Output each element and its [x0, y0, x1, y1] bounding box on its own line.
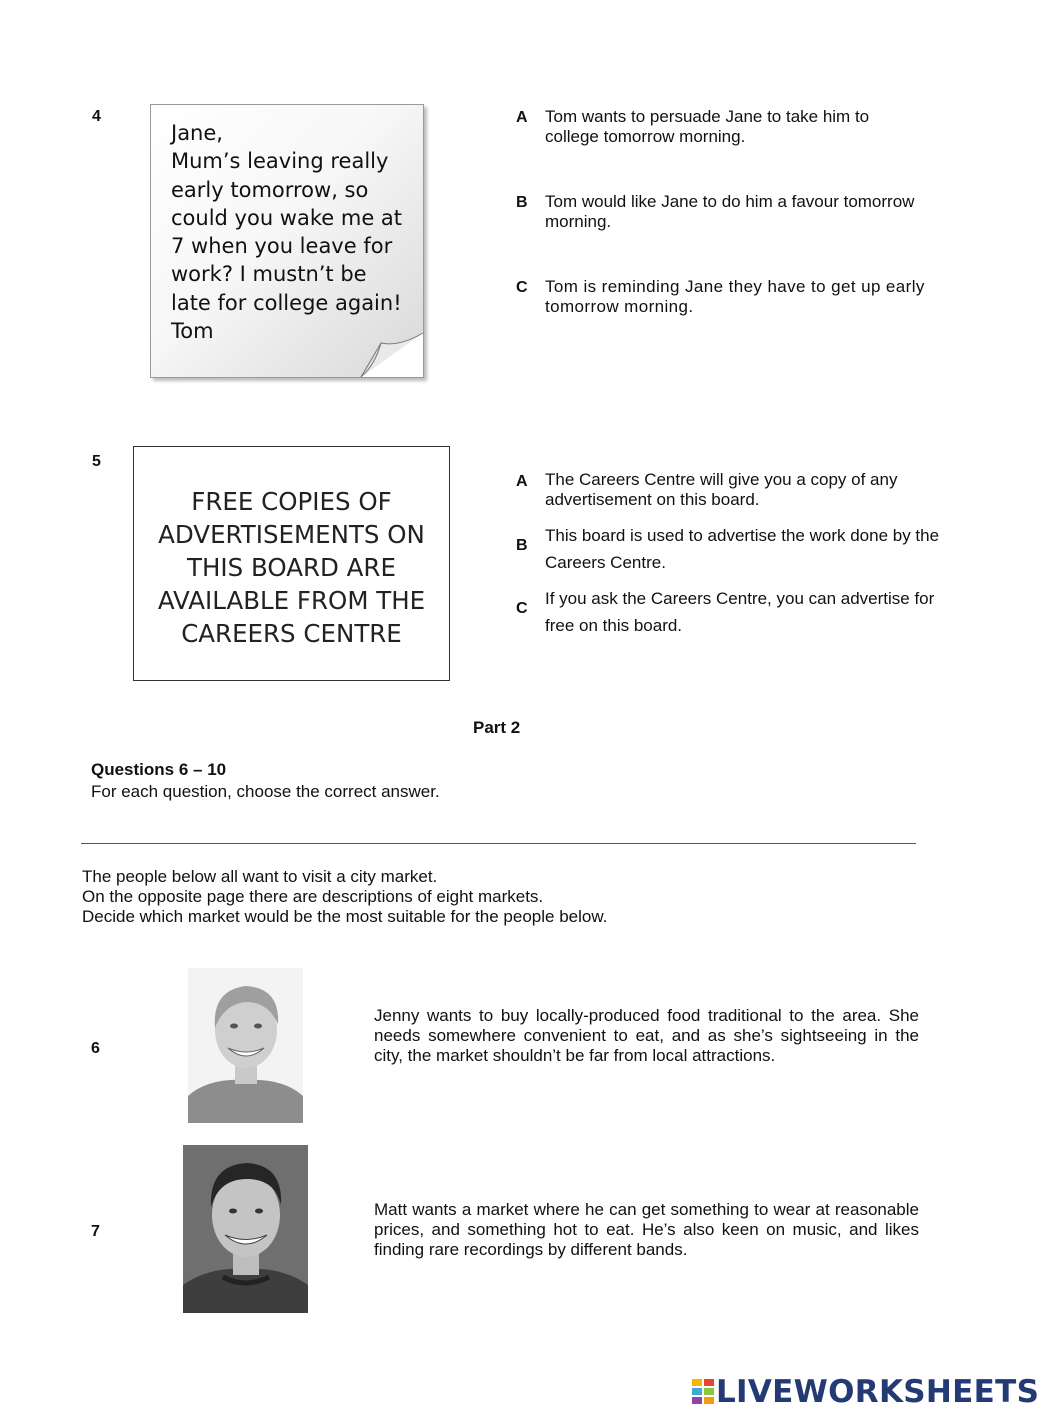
- person-description-jenny: Jenny wants to buy locally-produced food traditional to the area. She needs somewhere convenient to eat, and as she’s sightseeing in the city, the market shouldn’t be far from local attractions.: [374, 1006, 919, 1065]
- option-text-5b: This board is used to advertise the work done by the Careers Centre.: [545, 526, 940, 572]
- option-text-4c: Tom is reminding Jane they have to get up early tomorrow morning.: [545, 277, 925, 316]
- question-number-7: 7: [91, 1223, 100, 1240]
- sign-text: FREE COPIES OF ADVERTISEMENTS ON THIS BOARD ARE AVAILABLE FROM THE CAREERS CENTRE: [157, 487, 426, 648]
- question-number-4: 4: [92, 108, 101, 125]
- option-letter-4c: C: [516, 279, 528, 296]
- person-photo-matt: [183, 1145, 308, 1313]
- option-text-4a: Tom wants to persuade Jane to take him to college tomorrow morning.: [545, 107, 870, 146]
- intro-line-3: Decide which market would be the most suitable for the people below.: [82, 907, 608, 926]
- question-number-6: 6: [91, 1040, 100, 1057]
- option-text-5a: The Careers Centre will give you a copy of any advertisement on this board.: [545, 470, 898, 509]
- instruction-text: For each question, choose the correct answer.: [91, 782, 440, 801]
- part-title: Part 2: [473, 718, 521, 737]
- logo-blocks-icon: [692, 1379, 714, 1405]
- page-curl-icon: [355, 329, 425, 379]
- liveworksheets-logo: [692, 1374, 1039, 1410]
- person-photo-jenny: [188, 968, 303, 1123]
- option-text-5c: If you ask the Careers Centre, you can advertise for free on this board.: [545, 589, 935, 635]
- option-letter-5a: A: [516, 473, 528, 490]
- logo-text: LIVEWORKSHEETS: [716, 1374, 1039, 1410]
- intro-line-2: On the opposite page there are descriptions of eight markets.: [82, 887, 544, 906]
- option-letter-4b: B: [516, 194, 528, 211]
- intro-line-1: The people below all want to visit a city market.: [82, 867, 438, 886]
- questions-range: Questions 6 – 10: [91, 760, 227, 779]
- option-letter-5b: B: [516, 537, 528, 554]
- option-text-4b: Tom would like Jane to do him a favour tomorrow morning.: [545, 192, 915, 231]
- question-number-5: 5: [92, 453, 101, 470]
- note-text: Jane, Mum’s leaving really early tomorrow, so could you wake me at 7 when you leave for work? I mustn’t be late for college again! Tom: [171, 121, 403, 344]
- notice-sign: [133, 446, 450, 681]
- option-letter-4a: A: [516, 109, 528, 126]
- person-description-matt: Matt wants a market where he can get something to wear at reasonable prices, and something hot to eat. He’s also keen on music, and likes finding rare recordings by different bands.: [374, 1200, 919, 1259]
- divider: [81, 843, 916, 844]
- option-letter-5c: C: [516, 600, 528, 617]
- sticky-note: [150, 104, 424, 378]
